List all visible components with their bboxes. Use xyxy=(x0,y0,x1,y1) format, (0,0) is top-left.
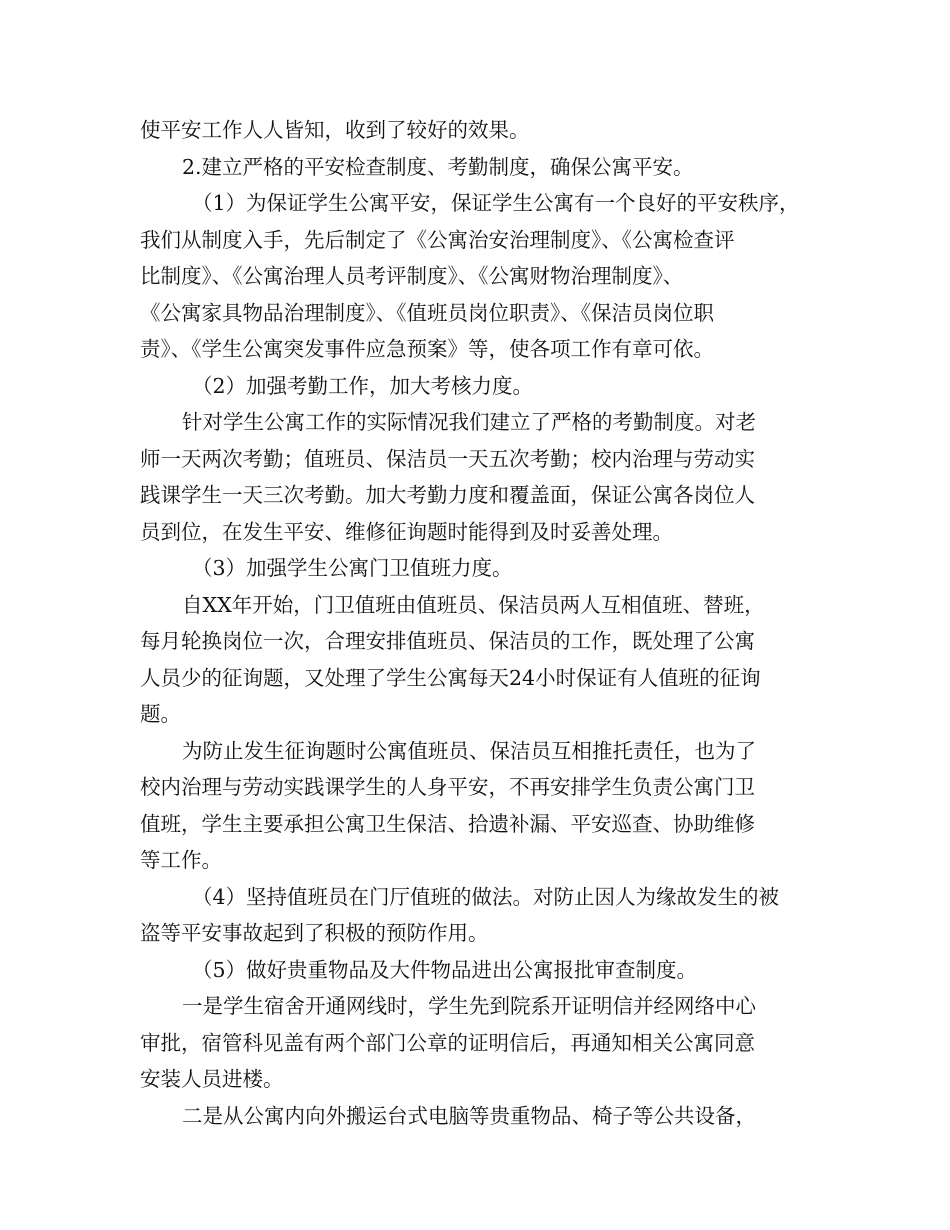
text-line: 盗等平安事故起到了积极的预防作用。 xyxy=(140,921,489,945)
text-line: 审批，宿管科见盖有两个部门公章的证明信后，再通知相关公寓同意 xyxy=(140,1030,755,1055)
subsection-heading: （5）做好贵重物品及大件物品进出公寓报批审查制度。 xyxy=(192,957,698,982)
text-line: 安装人员进楼。 xyxy=(140,1067,284,1091)
subsection-heading: （2）加强考勤工作，加大考核力度。 xyxy=(192,373,534,398)
text-line: 《公寓家具物品治理制度》、《值班员岗位职责》、《保洁员岗位职 xyxy=(140,300,714,325)
text-line: （1）为保证学生公寓平安，保证学生公寓有一个良好的平安秩序， xyxy=(192,191,800,215)
text-line: 使平安工作人人皆知，收到了较好的效果。 xyxy=(140,118,530,142)
text-line: 每月轮换岗位一次，合理安排值班员、保洁员的工作，既处理了公寓 xyxy=(140,629,755,653)
section-heading: 2.建立严格的平安检查制度、考勤制度，确保公寓平安。 xyxy=(182,154,694,179)
subsection-heading: （3）加强学生公寓门卫值班力度。 xyxy=(192,556,513,580)
text-line: 等工作。 xyxy=(140,848,222,872)
text-line: 二是从公寓内向外搬运台式电脑等贵重物品、椅子等公共设备， xyxy=(182,1103,756,1128)
subsection-heading: （4）坚持值班员在门厅值班的做法。对防止因人为缘故发生的被 xyxy=(192,884,780,909)
text-line: 我们从制度入手，先后制定了《公寓治安治理制度》、《公寓检查评 xyxy=(140,227,735,252)
text-line: 比制度》、《公寓治理人员考评制度》、《公寓财物治理制度》、 xyxy=(140,264,684,288)
text-line: 师一天两次考勤；值班员、保洁员一天五次考勤；校内治理与劳动实 xyxy=(140,446,755,471)
text-line: 校内治理与劳动实践课学生的人身平安，不再安排学生负责公寓门卫 xyxy=(140,775,755,799)
text-line: 针对学生公寓工作的实际情况我们建立了严格的考勤制度。对老 xyxy=(182,410,756,434)
text-line: 员到位，在发生平安、维修征询题时能得到及时妥善处理。 xyxy=(140,519,673,544)
text-line: 题。 xyxy=(140,702,181,726)
text-line: 值班，学生主要承担公寓卫生保洁、拾遗补漏、平安巡查、协助维修 xyxy=(140,811,755,836)
text-line: 人员少的征询题，又处理了学生公寓每天24小时保证有人值班的征询 xyxy=(140,665,761,690)
document-body xyxy=(140,112,820,1134)
text-line: 践课学生一天三次考勤。加大考勤力度和覆盖面，保证公寓各岗位人 xyxy=(140,483,755,507)
text-line: 为防止发生征询题时公寓值班员、保洁员互相推托责任，也为了 xyxy=(182,738,756,763)
text-line: 一是学生宿舍开通网线时，学生先到院系开证明信并经网络中心 xyxy=(182,994,756,1018)
text-line: 自XX年开始，门卫值班由值班员、保洁员两人互相值班、替班， xyxy=(182,592,765,617)
text-line: 责》、《学生公寓突发事件应急预案》等，使各项工作有章可依。 xyxy=(140,337,714,361)
